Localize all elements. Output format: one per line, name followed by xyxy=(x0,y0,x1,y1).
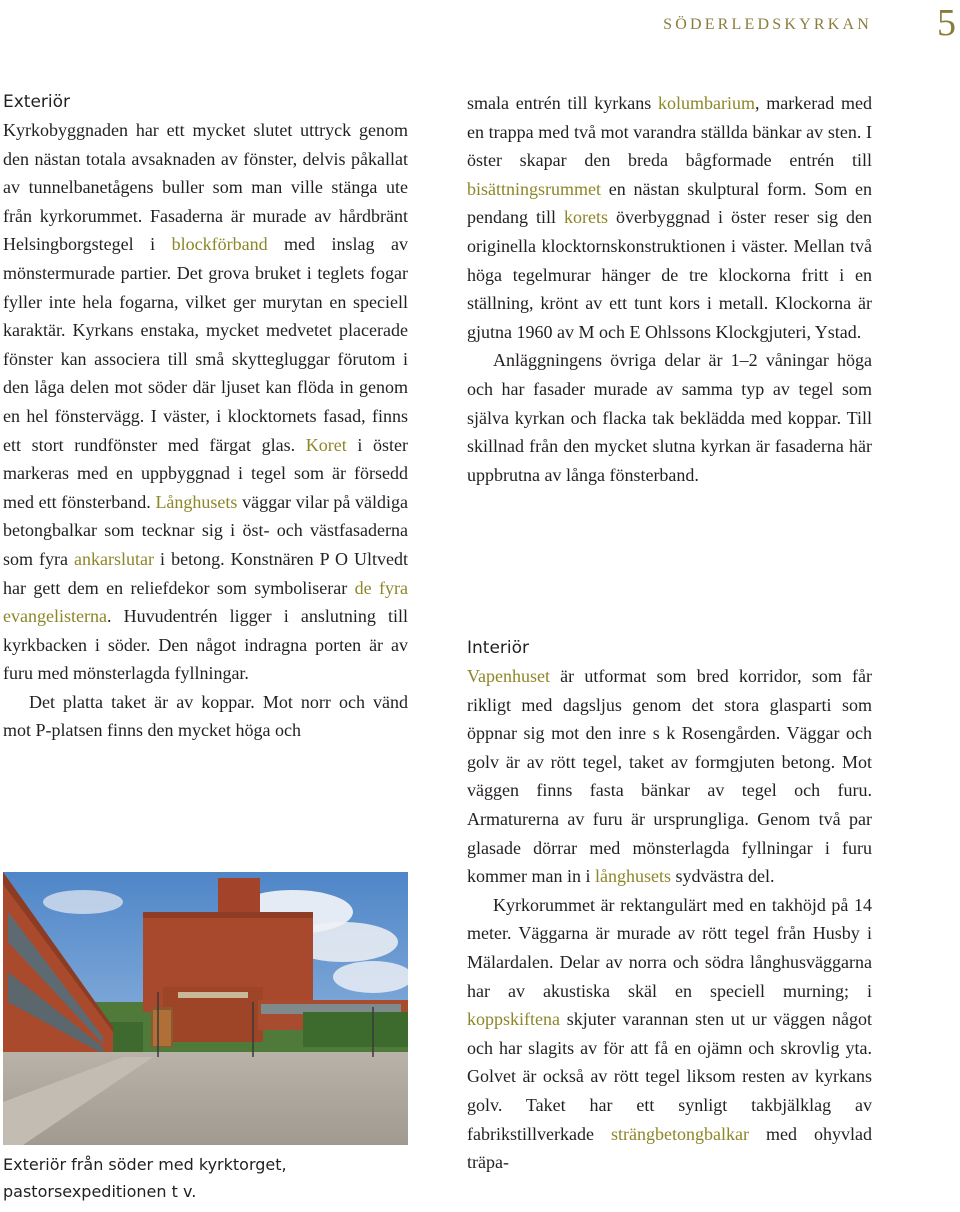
glossary-term: blockförband xyxy=(171,234,268,255)
text-run: en nästan skulptural form. Som en pendang till xyxy=(467,178,872,228)
glossary-term: ankarslutar xyxy=(74,548,155,569)
text-run: Det platta taket är av koppar. Mot norr och vänd mot P-platsen finns den mycket höga och xyxy=(3,691,408,741)
heading-exterior: Exteriör xyxy=(3,92,71,112)
right-paragraph-2 xyxy=(467,346,872,489)
right-column-bottom xyxy=(467,662,872,1177)
text-run: Kyrkobyggnaden har ett mycket slutet uttryck genom den nästan totala avsaknaden av fönster, delvis påkallat av tunnelbanetågens buller som man ville stänga ute från kyrkorummet. Fasaderna är murade av hårdbränt Helsingborgstegel i xyxy=(3,120,408,255)
right-column-top xyxy=(467,89,872,489)
text-run: med inslag av mönstermurade partier. Det grova bruket i teglets fogar fyller inte hela fogarna, vilket ger murytan en speciell karaktär. Kyrkans enstaka, mycket medvetet placerade fönster kan associera till små skyttegluggar förutom i den låga delen mot söder där ljuset kan flöda in genom en hel fönstervägg. I väster, i klocktornets fasad, finns ett stort rundfönster med färgat glas. xyxy=(3,234,408,455)
glossary-term: koppskiftena xyxy=(467,1009,560,1030)
page-number: 5 xyxy=(937,2,956,44)
text-run: smala entrén till kyrkans xyxy=(467,93,659,113)
text-run: med ohyvlad träpa- xyxy=(467,1123,873,1173)
text-run: i betong. Konstnären P O Ultvedt har gett dem en reliefdekor som symboliserar xyxy=(3,548,408,598)
glossary-term: långhusets xyxy=(594,866,671,887)
text-run: är utformat som bred korridor, som får rikligt med dagsljus genom det stora glasparti som öppnar sig mot den inre s k Rosengården. Väggar och golv är av rött tegel, taket av formgjuten betong. Mot väggen finns fasta bänkar av tegel och furu. Armaturerna av furu är ursprungliga. Genom två par glasade dörrar med mönsterlagda fyllningar i furu kommer man in i xyxy=(467,666,872,887)
glossary-term: Vapenhuset xyxy=(467,666,550,686)
text-run: sydvästra del. xyxy=(670,866,775,887)
right-paragraph-4 xyxy=(467,891,872,1177)
church-exterior-photo xyxy=(3,872,408,1145)
text-run: överbyggnad i öster reser sig den originella klocktornskonstruktionen i väster. Mellan två höga tegelmurar hänger de tre klockorna fritt i en ställning, krönt av ett tunt kors i metall. Klockorna är gjutna 1960 av M och E Ohlssons Klockgjuteri, Ystad. xyxy=(467,207,873,342)
left-column xyxy=(3,116,408,745)
glossary-term: strängbetongbalkar xyxy=(611,1123,749,1144)
heading-interior: Interiör xyxy=(467,638,530,658)
running-title: SÖDERLEDSKYRKAN xyxy=(663,16,872,33)
glossary-term: bisättningsrummet xyxy=(467,178,601,199)
text-run: , markerad med en trappa med två mot varandra ställda bänkar av sten. I öster skapar den breda bågformade entrén till xyxy=(467,93,872,171)
right-paragraph-1 xyxy=(467,89,872,346)
glossary-term: Koret xyxy=(305,434,347,455)
glossary-term: Långhusets xyxy=(155,491,238,512)
left-paragraph-1 xyxy=(3,116,408,688)
photo-caption: Exteriör från söder med kyrktorget, pastorsexpeditionen t v. xyxy=(3,1155,287,1201)
right-paragraph-3 xyxy=(467,662,872,891)
glossary-term: de fyra evangelisterna xyxy=(3,577,408,627)
text-run: skjuter varannan sten ut ur väggen något och har slagits av för att få en ojämn och skrovlig yta. Golvet är också av rött tegel liksom resten av kyrkans golv. Taket har ett synligt takbjälklag av fabrikstillverkade xyxy=(467,1009,872,1144)
glossary-term: kolumbarium xyxy=(658,93,756,113)
glossary-term: korets xyxy=(564,207,609,228)
text-run: . Huvudentrén ligger i anslutning till kyrkbacken i söder. Den något indragna porten är av furu med mönsterlagda fyllningar. xyxy=(3,606,408,684)
text-run: Kyrkorummet är rektangulärt med en takhöjd på 14 meter. Väggarna är murade av rött tegel från Husby i Mälardalen. Delar av norra och södra långhusväggarna har av akustiska skäl en speciell murning; i xyxy=(467,894,872,1001)
text-run: i öster markeras med en uppbyggnad i tegel som är försedd med ett fönsterband. xyxy=(3,434,408,512)
left-paragraph-2 xyxy=(3,688,408,745)
text-run: Anläggningens övriga delar är 1–2 våningar höga och har fasader murade av samma typ av tegel som själva kyrkan och flacka tak beklädda med koppar. Till skillnad från den mycket slutna kyrkan är fasaderna här uppbrutna av långa fönsterband. xyxy=(467,350,872,485)
text-run: väggar vilar på väldiga betongbalkar som tecknar sig i öst- och västfasaderna som fyra xyxy=(3,491,408,569)
